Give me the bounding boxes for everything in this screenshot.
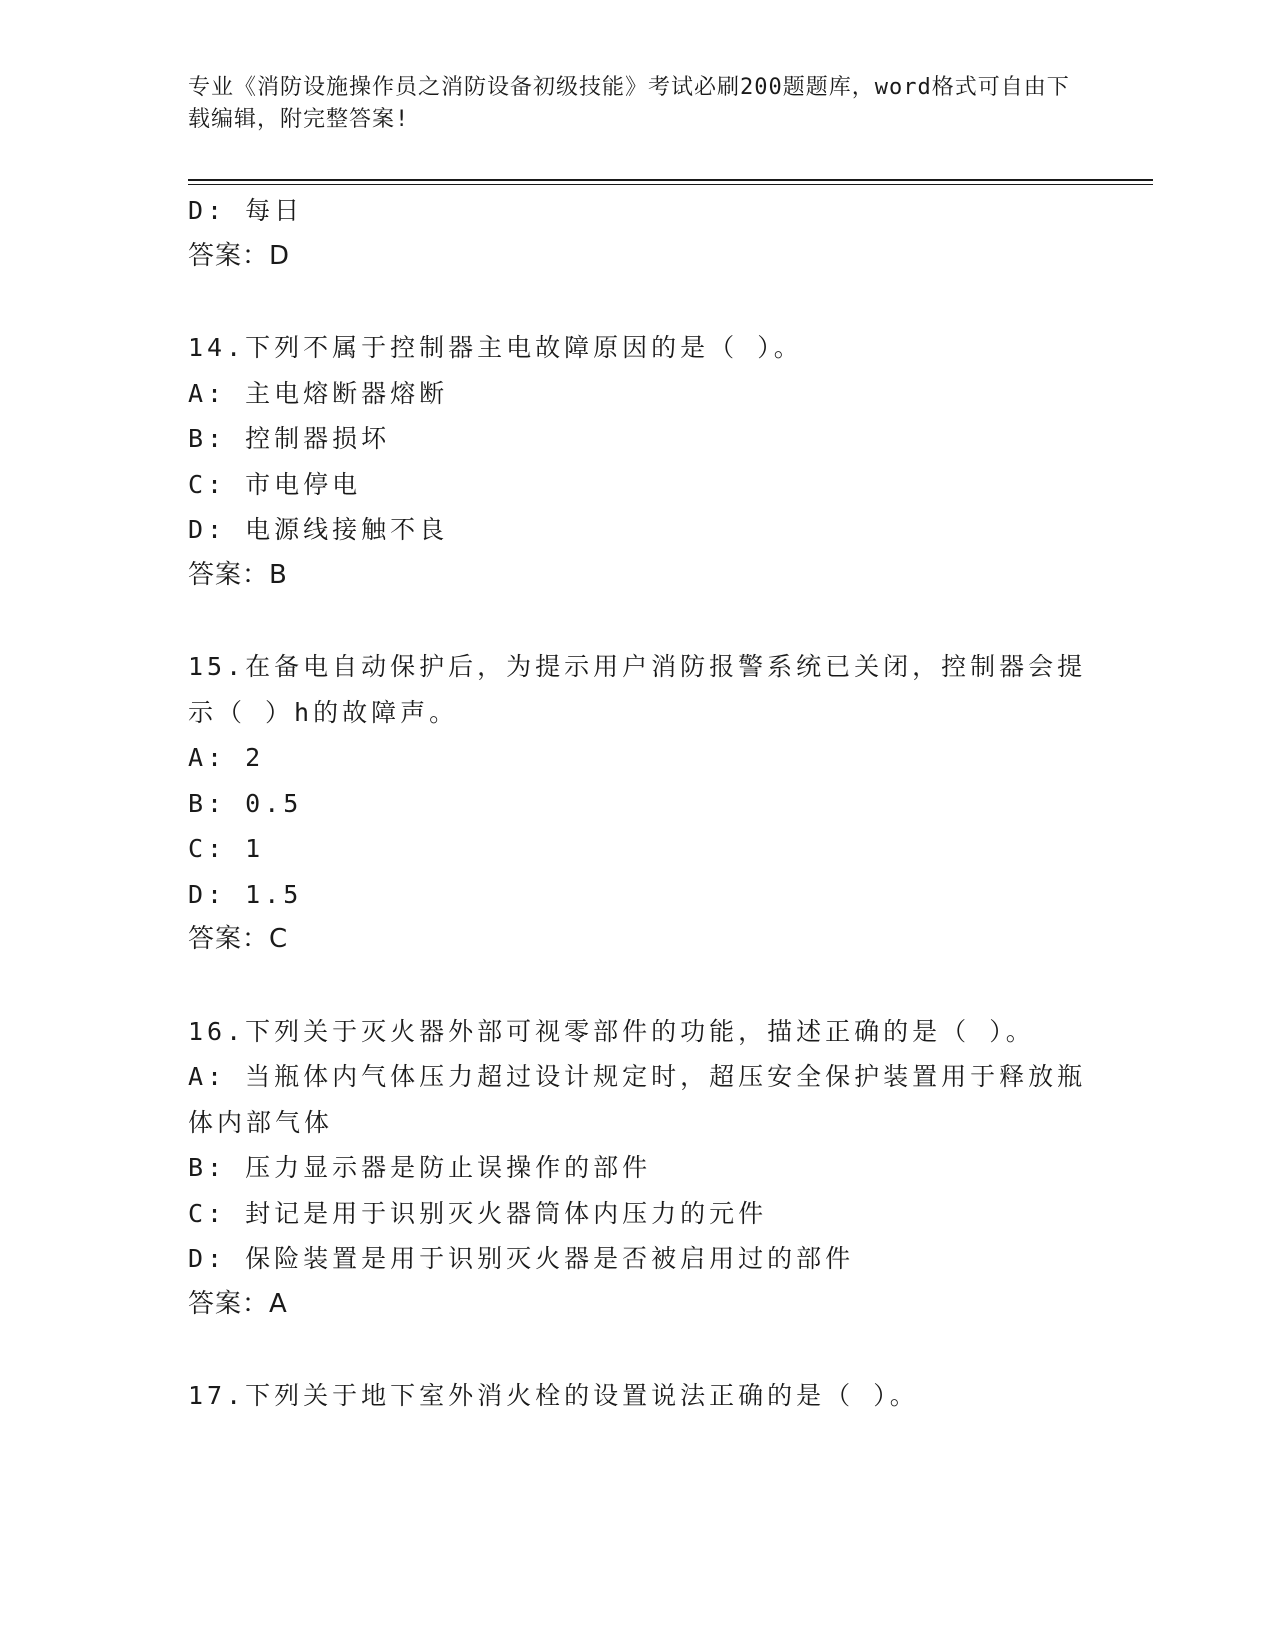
question-17	[188, 1373, 1088, 1419]
answer: 答案：C	[188, 924, 289, 954]
option-d: D: 电源线接触不良	[188, 515, 449, 544]
option-d: D: 1.5	[188, 879, 303, 909]
header-title: 专业《消防设施操作员之消防设备初级技能》考试必刷200题题库，word格式可自由下载编辑，附完整答案!	[188, 75, 1070, 132]
question-stem: 15.在备电自动保护后，为提示用户消防报警系统已关闭，控制器会提示（ ）h的故障声。	[188, 652, 1087, 727]
option-b: B: 控制器损坏	[188, 424, 391, 453]
question-stem: 16.下列关于灭火器外部可视零部件的功能，描述正确的是（ ）。	[188, 1016, 1035, 1046]
option-c: C: 市电停电	[188, 469, 362, 499]
question-stem: 17.下列关于地下室外消火栓的设置说法正确的是（ ）。	[188, 1381, 919, 1410]
option-c: C: 封记是用于识别灭火器筒体内压力的元件	[188, 1198, 768, 1228]
header-divider	[188, 179, 1153, 181]
answer: 答案：B	[188, 559, 288, 590]
page-header	[188, 72, 1088, 136]
question-16	[188, 1009, 1088, 1328]
question-13-tail	[188, 188, 1088, 279]
option-a: A: 2	[188, 743, 265, 772]
header-divider-thin	[188, 184, 1153, 185]
answer: 答案：A	[188, 1288, 288, 1319]
option-a: A: 当瓶体内气体压力超过设计规定时，超压安全保护装置用于释放瓶体内部气体	[188, 1062, 1087, 1137]
option-a: A: 主电熔断器熔断	[188, 378, 449, 408]
answer: 答案：D	[188, 240, 291, 271]
question-15	[188, 644, 1088, 963]
question-stem: 14.下列不属于控制器主电故障原因的是（ ）。	[188, 333, 803, 362]
option-b: B: 压力显示器是防止误操作的部件	[188, 1153, 652, 1182]
question-14	[188, 325, 1088, 598]
option-b: B: 0.5	[188, 788, 303, 818]
option-d: D: 保险装置是用于识别灭火器是否被启用过的部件	[188, 1244, 855, 1273]
document-body	[188, 188, 1088, 1419]
option-c: C: 1	[188, 834, 265, 863]
option-d: D: 每日	[188, 196, 304, 225]
